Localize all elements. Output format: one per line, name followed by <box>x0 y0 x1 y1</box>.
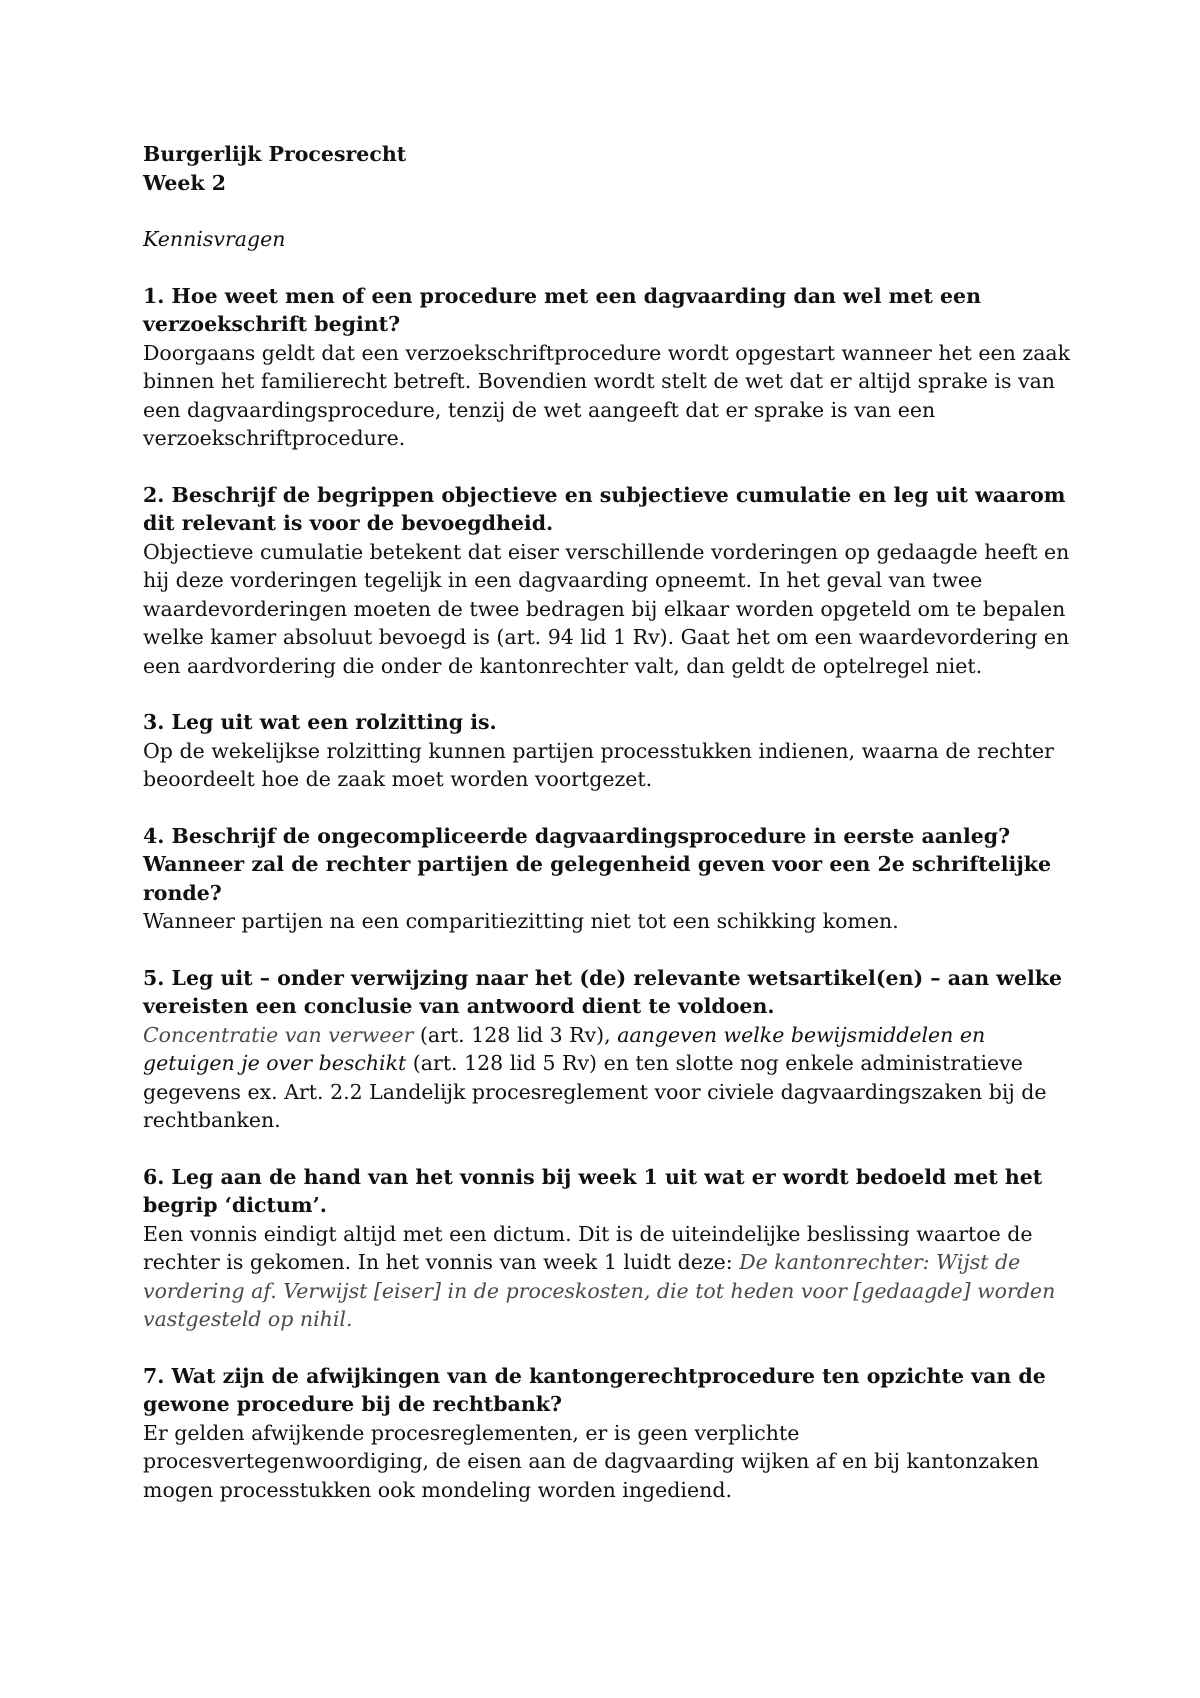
question-text: 7. Wat zijn de afwijkingen van de kantongerechtprocedure ten opzichte van de gewone procedure bij de rechtbank? <box>143 1363 1046 1416</box>
question-block-3 <box>143 708 1083 794</box>
answer-plain-part: Een vonnis eindigt altijd met een dictum. Dit is de uiteindelijke beslissing waartoe de rechter is gekomen. In het vonnis van week 1 luidt deze: <box>143 1221 1033 1274</box>
document-title: Burgerlijk Procesrecht <box>143 142 407 166</box>
question-text: 3. Leg uit wat een rolzitting is. <box>143 710 497 734</box>
answer-text: Objectieve cumulatie betekent dat eiser verschillende vorderingen op gedaagde heeft en hij deze vorderingen tegelijk in een dagvaarding opneemt. In het geval van twee waardevorderingen moeten de twee bedragen bij elkaar worden opgeteld om te bepalen welke kamer absoluut bevoegd is (art. 94 lid 1 Rv). Gaat het om een waardevordering en een aardvordering die onder de kantonrechter valt, dan geldt de optelregel niet. <box>143 539 1070 678</box>
question-block-4 <box>143 822 1083 936</box>
answer-text <box>143 1220 1083 1334</box>
answer-italic-part: De kantonrechter: Wijst de vordering af. Verwijst [eiser] in de proceskosten, die tot heden voor [gedaagde] worden vastgesteld op nihil. <box>143 1250 1056 1331</box>
question-block-1 <box>143 282 1083 453</box>
question-text: 5. Leg uit – onder verwijzing naar het (de) relevante wetsartikel(en) – aan welke vereisten een conclusie van antwoord dient te voldoen. <box>143 965 1063 1018</box>
question-block-2 <box>143 481 1083 681</box>
answer-text: Op de wekelijkse rolzitting kunnen partijen processtukken indienen, waarna de rechter beoordeelt hoe de zaak moet worden voortgezet. <box>143 738 1054 791</box>
question-block-7 <box>143 1362 1083 1505</box>
section-heading: Kennisvragen <box>143 227 286 251</box>
answer-text: Doorgaans geldt dat een verzoekschriftprocedure wordt opgestart wanneer het een zaak binnen het familierecht betreft. Bovendien wordt stelt de wet dat er altijd sprake is van een dagvaardingsprocedure, tenzij de wet aangeeft dat er sprake is van een verzoekschriftprocedure. <box>143 340 1071 450</box>
answer-plain-part: (art. 128 lid 5 Rv) en ten slotte nog enkele administratieve gegevens ex. Art. 2.2 Landelijk procesreglement voor civiele dagvaardingszaken bij de rechtbanken. <box>143 1051 1047 1132</box>
question-text: 2. Beschrijf de begrippen objectieve en subjectieve cumulatie en leg uit waarom dit relevant is voor de bevoegdheid. <box>143 482 1066 535</box>
document-page <box>143 140 1083 1504</box>
answer-italic-part: Concentratie van verweer <box>143 1022 414 1047</box>
question-text: 1. Hoe weet men of een procedure met een dagvaarding dan wel met een verzoekschrift begint? <box>143 283 981 336</box>
document-week: Week 2 <box>143 170 227 195</box>
answer-text: Wanneer partijen na een comparitiezitting niet tot een schikking komen. <box>143 909 899 933</box>
answer-plain-part: (art. 128 lid 3 Rv), <box>413 1022 618 1047</box>
answer-text: Er gelden afwijkende procesreglementen, er is geen verplichte procesvertegenwoordiging, de eisen aan de dagvaarding wijken af en bij kantonzaken mogen processtukken ook mondeling worden ingediend. <box>143 1420 1039 1502</box>
question-block-6 <box>143 1163 1083 1334</box>
question-text: 4. Beschrijf de ongecompliceerde dagvaardingsprocedure in eerste aanleg? Wanneer zal de rechter partijen de gelegenheid geven voor een 2e schriftelijke ronde? <box>143 823 1052 905</box>
answer-text <box>143 1021 1083 1135</box>
question-text: 6. Leg aan de hand van het vonnis bij week 1 uit wat er wordt bedoeld met het begrip ‘dictum’. <box>143 1164 1043 1217</box>
answer-italic-part: aangeven welke bewijsmiddelen en getuigen je over beschikt <box>143 1022 986 1075</box>
question-block-5 <box>143 964 1083 1135</box>
